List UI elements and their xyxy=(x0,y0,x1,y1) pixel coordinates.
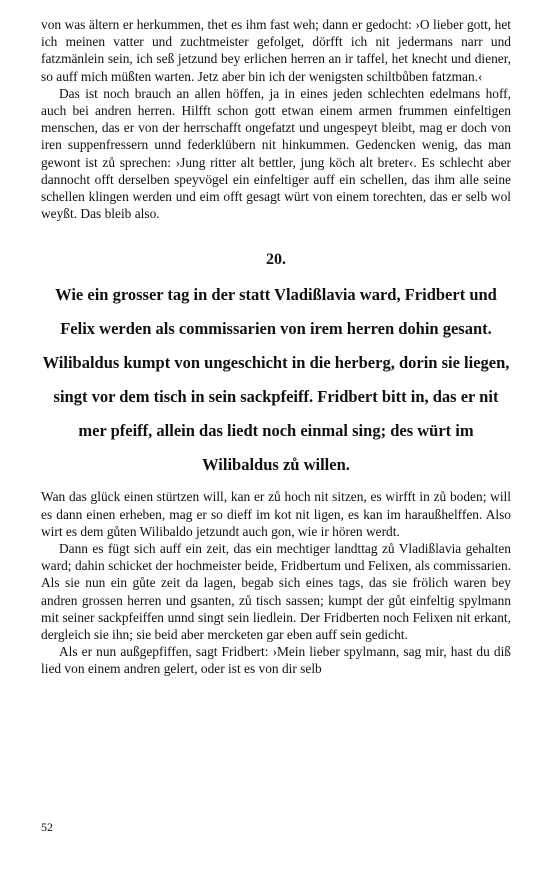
paragraph-landtag: Dann es fügt sich auff ein zeit, das ein mechtiger landttag zů Vladißlavia gehalten ward; dahin schicket der hochmeister beide, Fridbertum und Felixen, als commissarien. Als sie nun ein gůte zeit da lagen, begab sich eines tags, das sie frölich waren bey andren grossen herren und gsanten, zů tisch sassen; kumpt der gůt einfeltig spylmann mit seiner sackpfeiffen unnd singt sein liedlein. Der Fridberten noch Felixen nit erkant, dergleich sie ihn; sie beid aber mercketen gar eben auff sein gedicht. xyxy=(41,541,511,643)
chapter-heading: Wie ein grosser tag in der statt Vladißlavia ward, Fridbert und Felix werden als commissarien von irem herren dohin gesant. Wilibaldus kumpt von ungeschicht in die herberg, dorin sie liegen, singt vor dem tisch in sein sackpfeiff. Fridbert bitt in, das er nit mer pfeiff, allein das liedt noch einmal sing; des würt im Wilibaldus zů willen. xyxy=(42,285,510,475)
paragraph-fridbert-asks: Als er nun außgepfiffen, sagt Fridbert: ›Mein lieber spylmann, sag mir, hast du diß lied von einem andren gelert, oder ist es von dir selb xyxy=(41,644,511,677)
paragraph-continuation: von was ältern er herkummen, thet es ihm fast weh; dann er gedocht: ›O lieber gott, het ich meinen vatter und zuchtmeister gefolget, dörfft ich nit jedermans narr und fatzmänlein sein, ich seß jetzund bey erlichen herren an ir taffel, het knecht und diener, so auff mich müßten warten. Jetz aber bin ich der wenigsten schiltbůben fatzman.‹ xyxy=(41,17,511,84)
chapter-number: 20. xyxy=(266,251,286,269)
paragraph-court-custom: Das ist noch brauch an allen höffen, ja in eines jeden schlechten edelmans hoff, auch bei andren herren. Hilfft schon gott etwan einem armen frummen einfeltigen menschen, das er von der herrschafft ongefatzt und ungespeyt bleibt, mag er doch von iren suppenfressern unnd federklübern nit hinkummen. Gedencken wenig, das man gewont ist zů sprechen: ›Jung ritter alt bettler, jung köch alt breter‹. Es schlecht aber dannocht offt derselben speyvögel ein einfeltiger auff ein schellen, das ihm alle seine schellen klingen werden und eim offt gesagt würt von einem torechten, das er selb wol weyßt. Das bleib also. xyxy=(41,85,511,222)
page-number: 52 xyxy=(41,820,53,834)
page-body xyxy=(41,16,511,678)
paragraph-fortune: Wan das glück einen stürtzen will, kan er zů hoch nit sitzen, es wirfft in zů boden; will es dann einen erheben, mag er so dieff im kot nit ligen, es kan im haraußhelffen. Also wirt es dem gůten Wilibaldo jetzundt auch gon, wie ir hören werdt. xyxy=(41,489,511,539)
